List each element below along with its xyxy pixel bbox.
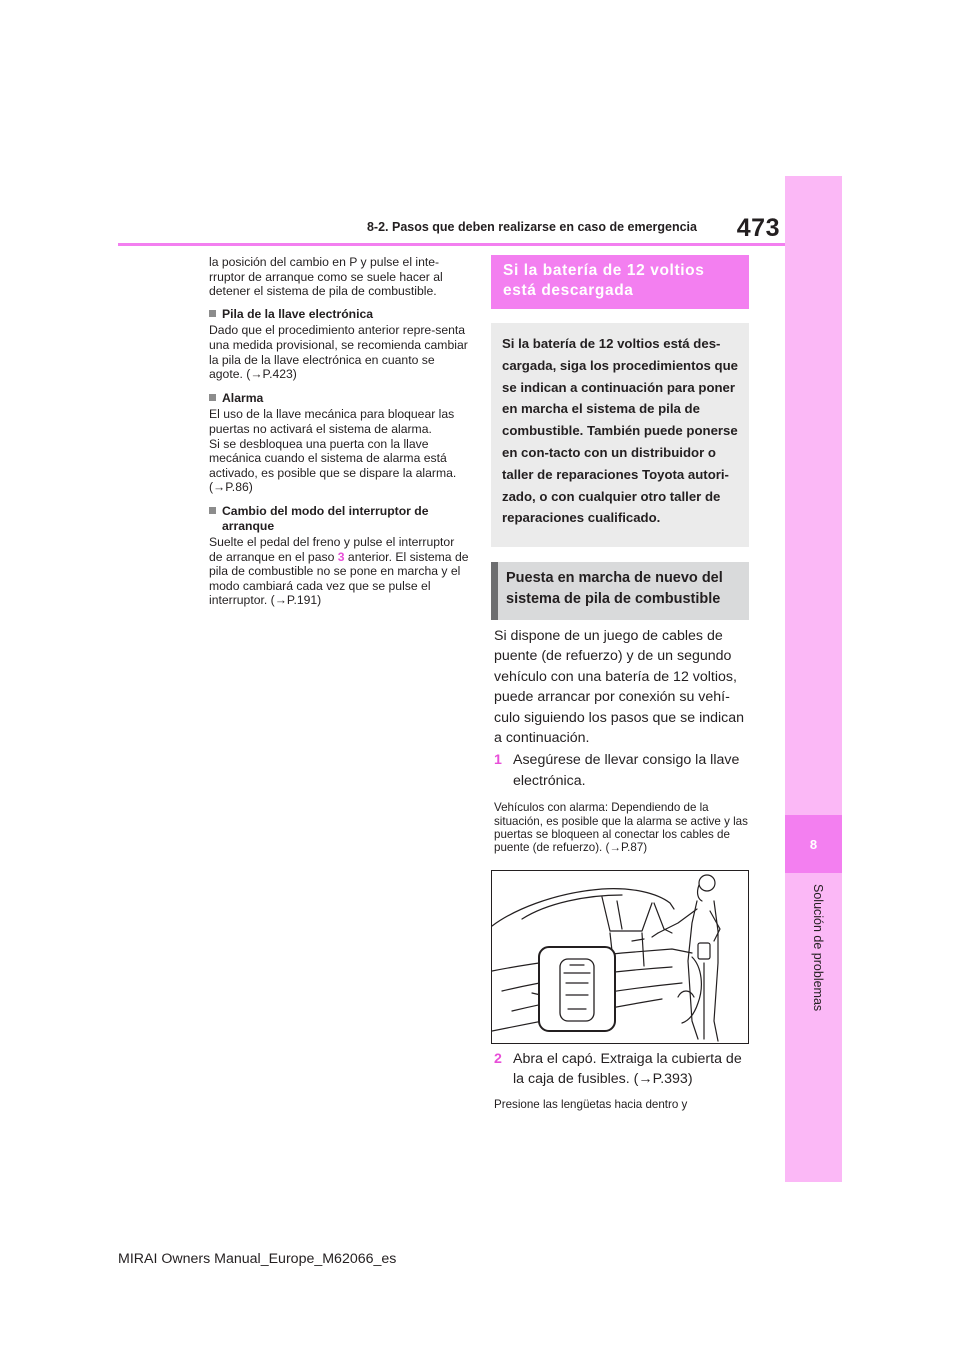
chapter-number-tab: 8 (785, 815, 842, 873)
key-battery-body: Dado que el procedimiento anterior repre-senta una medida provisional, se recomienda cambiar la pila de la llave electrónica en cuanto se agote. (→P.423) (209, 323, 468, 382)
door-unlock-illustration (491, 870, 749, 1044)
after-figure-body (494, 1047, 754, 1111)
battery-discharged-banner: Si la batería de 12 voltios está descargada (491, 255, 749, 309)
step-text: Asegúrese de llevar consigo la llave electrónica. (513, 752, 740, 789)
subsection-title: Puesta en marcha de nuevo del sistema de pila de combustible (491, 562, 749, 620)
header-rule (118, 243, 785, 246)
square-bullet-icon (209, 310, 216, 317)
intro-paragraph: la posición del cambio en P y pulse el inte-rruptor de arranque como se suele hacer al detener el sistema de pila de combustible. (209, 255, 443, 299)
step-reference: 3 (337, 549, 345, 564)
chapter-title: Solución de problemas (811, 884, 825, 1012)
left-column (209, 255, 469, 617)
switch-mode-section (209, 504, 469, 608)
jump-start-intro: Si dispone de un juego de cables de puente (de refuerzo) y de un segundo vehículo con una batería de 12 voltios, puede arrancar por conexión su vehí-culo siguiendo los pasos que se indican a continuación. (494, 628, 745, 747)
step-1-note: Vehículos con alarma: Dependiendo de la situación, es posible que la alarma se active y las puertas se bloqueen al conectar los cables de puente (de refuerzo). (→P.87) (494, 801, 748, 855)
side-tab (785, 176, 842, 1182)
alarm-title: Alarma (222, 390, 264, 405)
switch-mode-body: Suelte el pedal del freno y pulse el interruptor de arranque en el paso 3 anterior. El sistema de pila de combustible no se pone en marcha y el modo cambiará cada vez que se pulse el interruptor. (→P.191) (209, 535, 469, 608)
step-2-note: Presione las lengüetas hacia dentro y (494, 1097, 688, 1111)
step-number: 1 (494, 752, 502, 769)
footer-text: MIRAI Owners Manual_Europe_M62066_es (118, 1251, 397, 1267)
page-number: 473 (736, 214, 780, 242)
step-number: 2 (494, 1051, 502, 1067)
alarm-body-1: El uso de la llave mecánica para bloquear las puertas no activará el sistema de alarma. (209, 407, 455, 436)
alarm-section (209, 391, 469, 495)
alarm-body-2: Si se desbloquea una puerta con la llave mecánica cuando el sistema de alarma está activado, es posible que se dispare la alarma. (→P.86) (209, 436, 457, 495)
switch-mode-title: Cambio del modo del interruptor de arranque (222, 503, 429, 533)
right-body (494, 626, 754, 855)
square-bullet-icon (209, 507, 216, 514)
info-box: Si la batería de 12 voltios está des-cargada, siga los procedimientos que se indican a continuación para poner en marcha el sistema de pila de combustible. También puede ponerse en con-tacto con un distribuidor o taller de reparaciones Toyota autori-zado, o con cualquier otro taller de reparaciones cualificado. (491, 323, 749, 547)
step-text: Abra el capó. Extraiga la cubierta de la caja de fusibles. (→P.393) (513, 1051, 742, 1088)
key-battery-section (209, 307, 469, 382)
step-1 (494, 750, 754, 791)
section-header: 8-2. Pasos que deben realizarse en caso de emergencia (366, 220, 697, 234)
key-battery-title: Pila de la llave electrónica (222, 306, 374, 321)
step-2 (494, 1049, 754, 1090)
square-bullet-icon (209, 394, 216, 401)
